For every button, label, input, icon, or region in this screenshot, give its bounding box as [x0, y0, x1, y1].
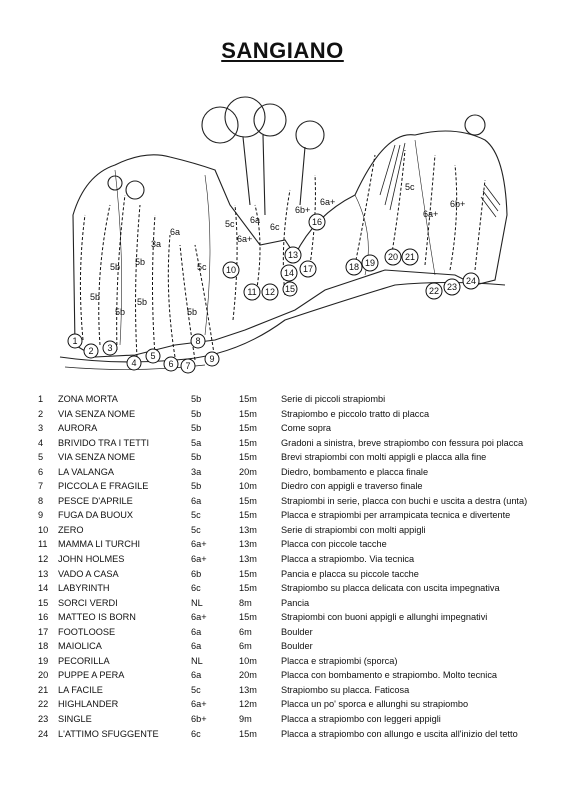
route-grade: 6b+ — [191, 714, 207, 725]
route-description: Diedro con appigli e traverso finale — [281, 481, 423, 492]
route-description: Placca a strapiombo con leggeri appigli — [281, 714, 441, 725]
route-row — [38, 639, 558, 654]
route-description: Placca a strapiombo. Via tecnica — [281, 554, 415, 565]
route-grade: 5b — [191, 394, 202, 404]
route-grade: 5c — [191, 510, 201, 521]
svg-text:6c: 6c — [270, 222, 280, 232]
route-grade: 6c — [191, 583, 201, 594]
route-length: 6m — [239, 626, 252, 637]
svg-text:10: 10 — [225, 265, 237, 275]
route-name: AURORA — [58, 423, 98, 434]
route-row — [38, 581, 558, 596]
route-markers — [68, 214, 479, 373]
svg-text:13: 13 — [287, 250, 299, 260]
route-description: Strapiombo su placca delicata con uscita impegnativa — [281, 583, 500, 594]
route-length: 13m — [239, 539, 257, 550]
svg-text:6a+: 6a+ — [237, 234, 253, 244]
svg-text:4: 4 — [131, 358, 137, 368]
route-row — [38, 567, 558, 582]
route-name: MAIOLICA — [58, 641, 102, 652]
route-number: 5 — [38, 452, 44, 463]
svg-text:20: 20 — [387, 252, 399, 262]
svg-text:1: 1 — [72, 336, 78, 346]
route-number: 23 — [38, 714, 49, 725]
route-row — [38, 508, 558, 523]
route-description: Placca con piccole tacche — [281, 539, 387, 550]
route-name: ZONA MORTA — [58, 394, 118, 404]
route-name: FOOTLOOSE — [58, 626, 116, 637]
svg-text:5b: 5b — [187, 307, 198, 317]
route-grade: 6a — [191, 495, 202, 506]
svg-text:6b+: 6b+ — [450, 199, 466, 209]
route-row — [38, 697, 558, 712]
route-name: LA VALANGA — [58, 466, 115, 477]
svg-text:6: 6 — [168, 359, 174, 369]
route-number: 18 — [38, 641, 49, 652]
route-description: Placca un po' sporca e allunghi su strapiombo — [281, 699, 469, 710]
route-description: Serie di strapiombi con molti appigli — [281, 524, 426, 535]
route-description: Placca a strapiombo con allungo e uscita all'inizio del tetto — [281, 728, 518, 739]
route-description: Gradoni a sinistra, breve strapiombo con fessura poi placca — [281, 437, 524, 448]
route-row — [38, 552, 558, 567]
route-description: Diedro, bombamento e placca finale — [281, 466, 429, 477]
route-description: Placca e strapiombi (sporca) — [281, 655, 398, 666]
route-row — [38, 683, 558, 698]
route-number: 21 — [38, 684, 49, 695]
route-grade: 6a — [191, 641, 202, 652]
route-grade: 6a — [191, 626, 202, 637]
route-number: 7 — [38, 481, 44, 492]
svg-text:6a+: 6a+ — [423, 209, 439, 219]
route-name: PUPPE A PERA — [58, 670, 125, 681]
route-name: BRIVIDO TRA I TETTI — [58, 437, 150, 448]
route-name: MATTEO IS BORN — [58, 612, 136, 623]
route-length: 13m — [239, 524, 257, 535]
svg-text:5b: 5b — [137, 297, 148, 307]
route-number: 10 — [38, 524, 49, 535]
route-number: 14 — [38, 583, 49, 594]
route-description: Brevi strapiombi con molti appigli e placca alla fine — [281, 452, 487, 463]
route-grade: NL — [191, 655, 203, 666]
route-row — [38, 407, 558, 422]
route-description: Come sopra — [281, 423, 332, 434]
route-grade: 5a — [191, 437, 202, 448]
route-grade: 5c — [191, 524, 201, 535]
route-row — [38, 668, 558, 683]
route-grade: 5b — [191, 481, 202, 492]
route-number: 15 — [38, 597, 49, 608]
route-length: 15m — [239, 452, 257, 463]
route-length: 13m — [239, 554, 257, 565]
route-name: ZERO — [58, 524, 84, 535]
route-description: Serie di piccoli strapiombi — [281, 394, 386, 404]
svg-text:22: 22 — [428, 286, 440, 296]
route-length: 10m — [239, 481, 257, 492]
route-grade: 6b — [191, 568, 202, 579]
route-number: 17 — [38, 626, 49, 637]
page-title: SANGIANO — [221, 38, 344, 63]
route-description: Boulder — [281, 641, 313, 652]
route-grade: 6a+ — [191, 699, 207, 710]
svg-text:5c: 5c — [197, 262, 207, 272]
svg-text:5c: 5c — [405, 182, 415, 192]
svg-text:16: 16 — [311, 217, 323, 227]
svg-text:24: 24 — [465, 276, 477, 286]
svg-text:9: 9 — [209, 354, 215, 364]
svg-text:5b: 5b — [115, 307, 126, 317]
route-row — [38, 479, 558, 494]
route-length: 15m — [239, 510, 257, 521]
route-name: PICCOLA E FRAGILE — [58, 481, 149, 492]
route-name: FUGA DA BUOUX — [58, 510, 134, 521]
route-row — [38, 465, 558, 480]
route-description: Pancia e placca su piccole tacche — [281, 568, 419, 579]
route-name: VIA SENZA NOME — [58, 408, 136, 419]
route-number: 1 — [38, 394, 44, 404]
route-name: MAMMA LI TURCHI — [58, 539, 141, 550]
route-name: L'ATTIMO SFUGGENTE — [58, 728, 159, 739]
svg-text:3: 3 — [107, 343, 113, 353]
route-number: 19 — [38, 655, 49, 666]
route-length: 15m — [239, 568, 257, 579]
svg-text:17: 17 — [302, 264, 314, 274]
route-length: 12m — [239, 699, 257, 710]
route-row — [38, 625, 558, 640]
route-length: 15m — [239, 495, 257, 506]
route-length: 15m — [239, 437, 257, 448]
route-length: 10m — [239, 655, 257, 666]
route-name: PECORILLA — [58, 655, 110, 666]
svg-text:8: 8 — [195, 336, 201, 346]
route-length: 13m — [239, 684, 257, 695]
route-length: 15m — [239, 612, 257, 623]
route-row — [38, 596, 558, 611]
route-length: 20m — [239, 466, 257, 477]
svg-text:11: 11 — [247, 287, 257, 297]
route-grade: 5b — [191, 423, 202, 434]
route-row — [38, 537, 558, 552]
route-row — [38, 450, 558, 465]
route-number: 2 — [38, 408, 44, 419]
route-number: 6 — [38, 466, 44, 477]
route-grade: 6a+ — [191, 539, 207, 550]
crag-topo-drawing — [55, 95, 515, 380]
route-number: 24 — [38, 728, 49, 739]
route-number: 3 — [38, 423, 44, 434]
route-length: 9m — [239, 714, 252, 725]
route-description: Strapiombo e piccolo tratto di placca — [281, 408, 430, 419]
svg-text:5b: 5b — [110, 262, 121, 272]
route-number: 22 — [38, 699, 49, 710]
route-list — [38, 392, 558, 741]
route-description: Pancia — [281, 597, 310, 608]
route-number: 13 — [38, 568, 49, 579]
route-grade: 3a — [191, 466, 202, 477]
route-length: 8m — [239, 597, 252, 608]
svg-text:14: 14 — [283, 268, 295, 278]
route-number: 11 — [38, 539, 48, 550]
route-name: LA FACILE — [58, 684, 103, 695]
svg-text:6b+: 6b+ — [295, 205, 311, 215]
route-grade: 5c — [191, 684, 201, 695]
route-number: 4 — [38, 437, 44, 448]
route-description: Strapiombi con buoni appigli e allunghi impegnativi — [281, 612, 488, 623]
svg-text:5: 5 — [150, 351, 156, 361]
route-number: 20 — [38, 670, 49, 681]
svg-text:18: 18 — [348, 262, 360, 272]
svg-text:6a+: 6a+ — [320, 197, 336, 207]
route-length: 15m — [239, 728, 257, 739]
route-description: Boulder — [281, 626, 313, 637]
route-row — [38, 712, 558, 727]
route-grade: 6a — [191, 670, 202, 681]
route-grade: 5b — [191, 408, 202, 419]
svg-text:7: 7 — [185, 361, 191, 371]
route-grade: NL — [191, 597, 203, 608]
route-grade: 6c — [191, 728, 201, 739]
route-description: Strapiombo su placca. Faticosa — [281, 684, 410, 695]
route-length: 15m — [239, 583, 257, 594]
route-number: 8 — [38, 495, 44, 506]
route-name: HIGHLANDER — [58, 699, 119, 710]
route-row — [38, 727, 558, 742]
svg-text:21: 21 — [404, 252, 416, 262]
svg-text:5b: 5b — [135, 257, 146, 267]
route-length: 15m — [239, 423, 257, 434]
route-name: VIA SENZA NOME — [58, 452, 136, 463]
route-name: JOHN HOLMES — [58, 554, 125, 565]
route-description: Placca e strapiombi per arrampicata tecnica e divertente — [281, 510, 511, 521]
route-row — [38, 523, 558, 538]
svg-text:5b: 5b — [90, 292, 101, 302]
route-row — [38, 654, 558, 669]
route-description: Strapiombi in serie, placca con buchi e uscita a destra (unta) — [281, 495, 528, 506]
route-name: PESCE D'APRILE — [58, 495, 133, 506]
route-number: 16 — [38, 612, 49, 623]
route-grade: 6a+ — [191, 612, 207, 623]
route-length: 15m — [239, 394, 257, 404]
route-grade: 5b — [191, 452, 202, 463]
svg-text:3a: 3a — [151, 239, 162, 249]
route-grade: 6a+ — [191, 554, 207, 565]
route-description: Placca con bombamento e strapiombo. Molto tecnica — [281, 670, 498, 681]
route-row — [38, 421, 558, 436]
svg-text:19: 19 — [364, 258, 376, 268]
route-name: VADO A CASA — [58, 568, 119, 579]
svg-text:23: 23 — [446, 282, 458, 292]
route-length: 6m — [239, 641, 252, 652]
route-row — [38, 494, 558, 509]
svg-text:6a: 6a — [250, 215, 261, 225]
route-name: SORCI VERDI — [58, 597, 118, 608]
route-length: 15m — [239, 408, 257, 419]
route-name: LABYRINTH — [58, 583, 110, 594]
route-row — [38, 610, 558, 625]
route-length: 20m — [239, 670, 257, 681]
svg-text:12: 12 — [264, 287, 276, 297]
route-name: SINGLE — [58, 714, 92, 725]
route-number: 12 — [38, 554, 49, 565]
svg-text:15: 15 — [284, 284, 296, 294]
svg-text:5c: 5c — [225, 219, 235, 229]
svg-text:2: 2 — [88, 346, 94, 356]
route-row — [38, 392, 558, 407]
route-row — [38, 436, 558, 451]
svg-text:6a: 6a — [170, 227, 181, 237]
route-number: 9 — [38, 510, 44, 521]
